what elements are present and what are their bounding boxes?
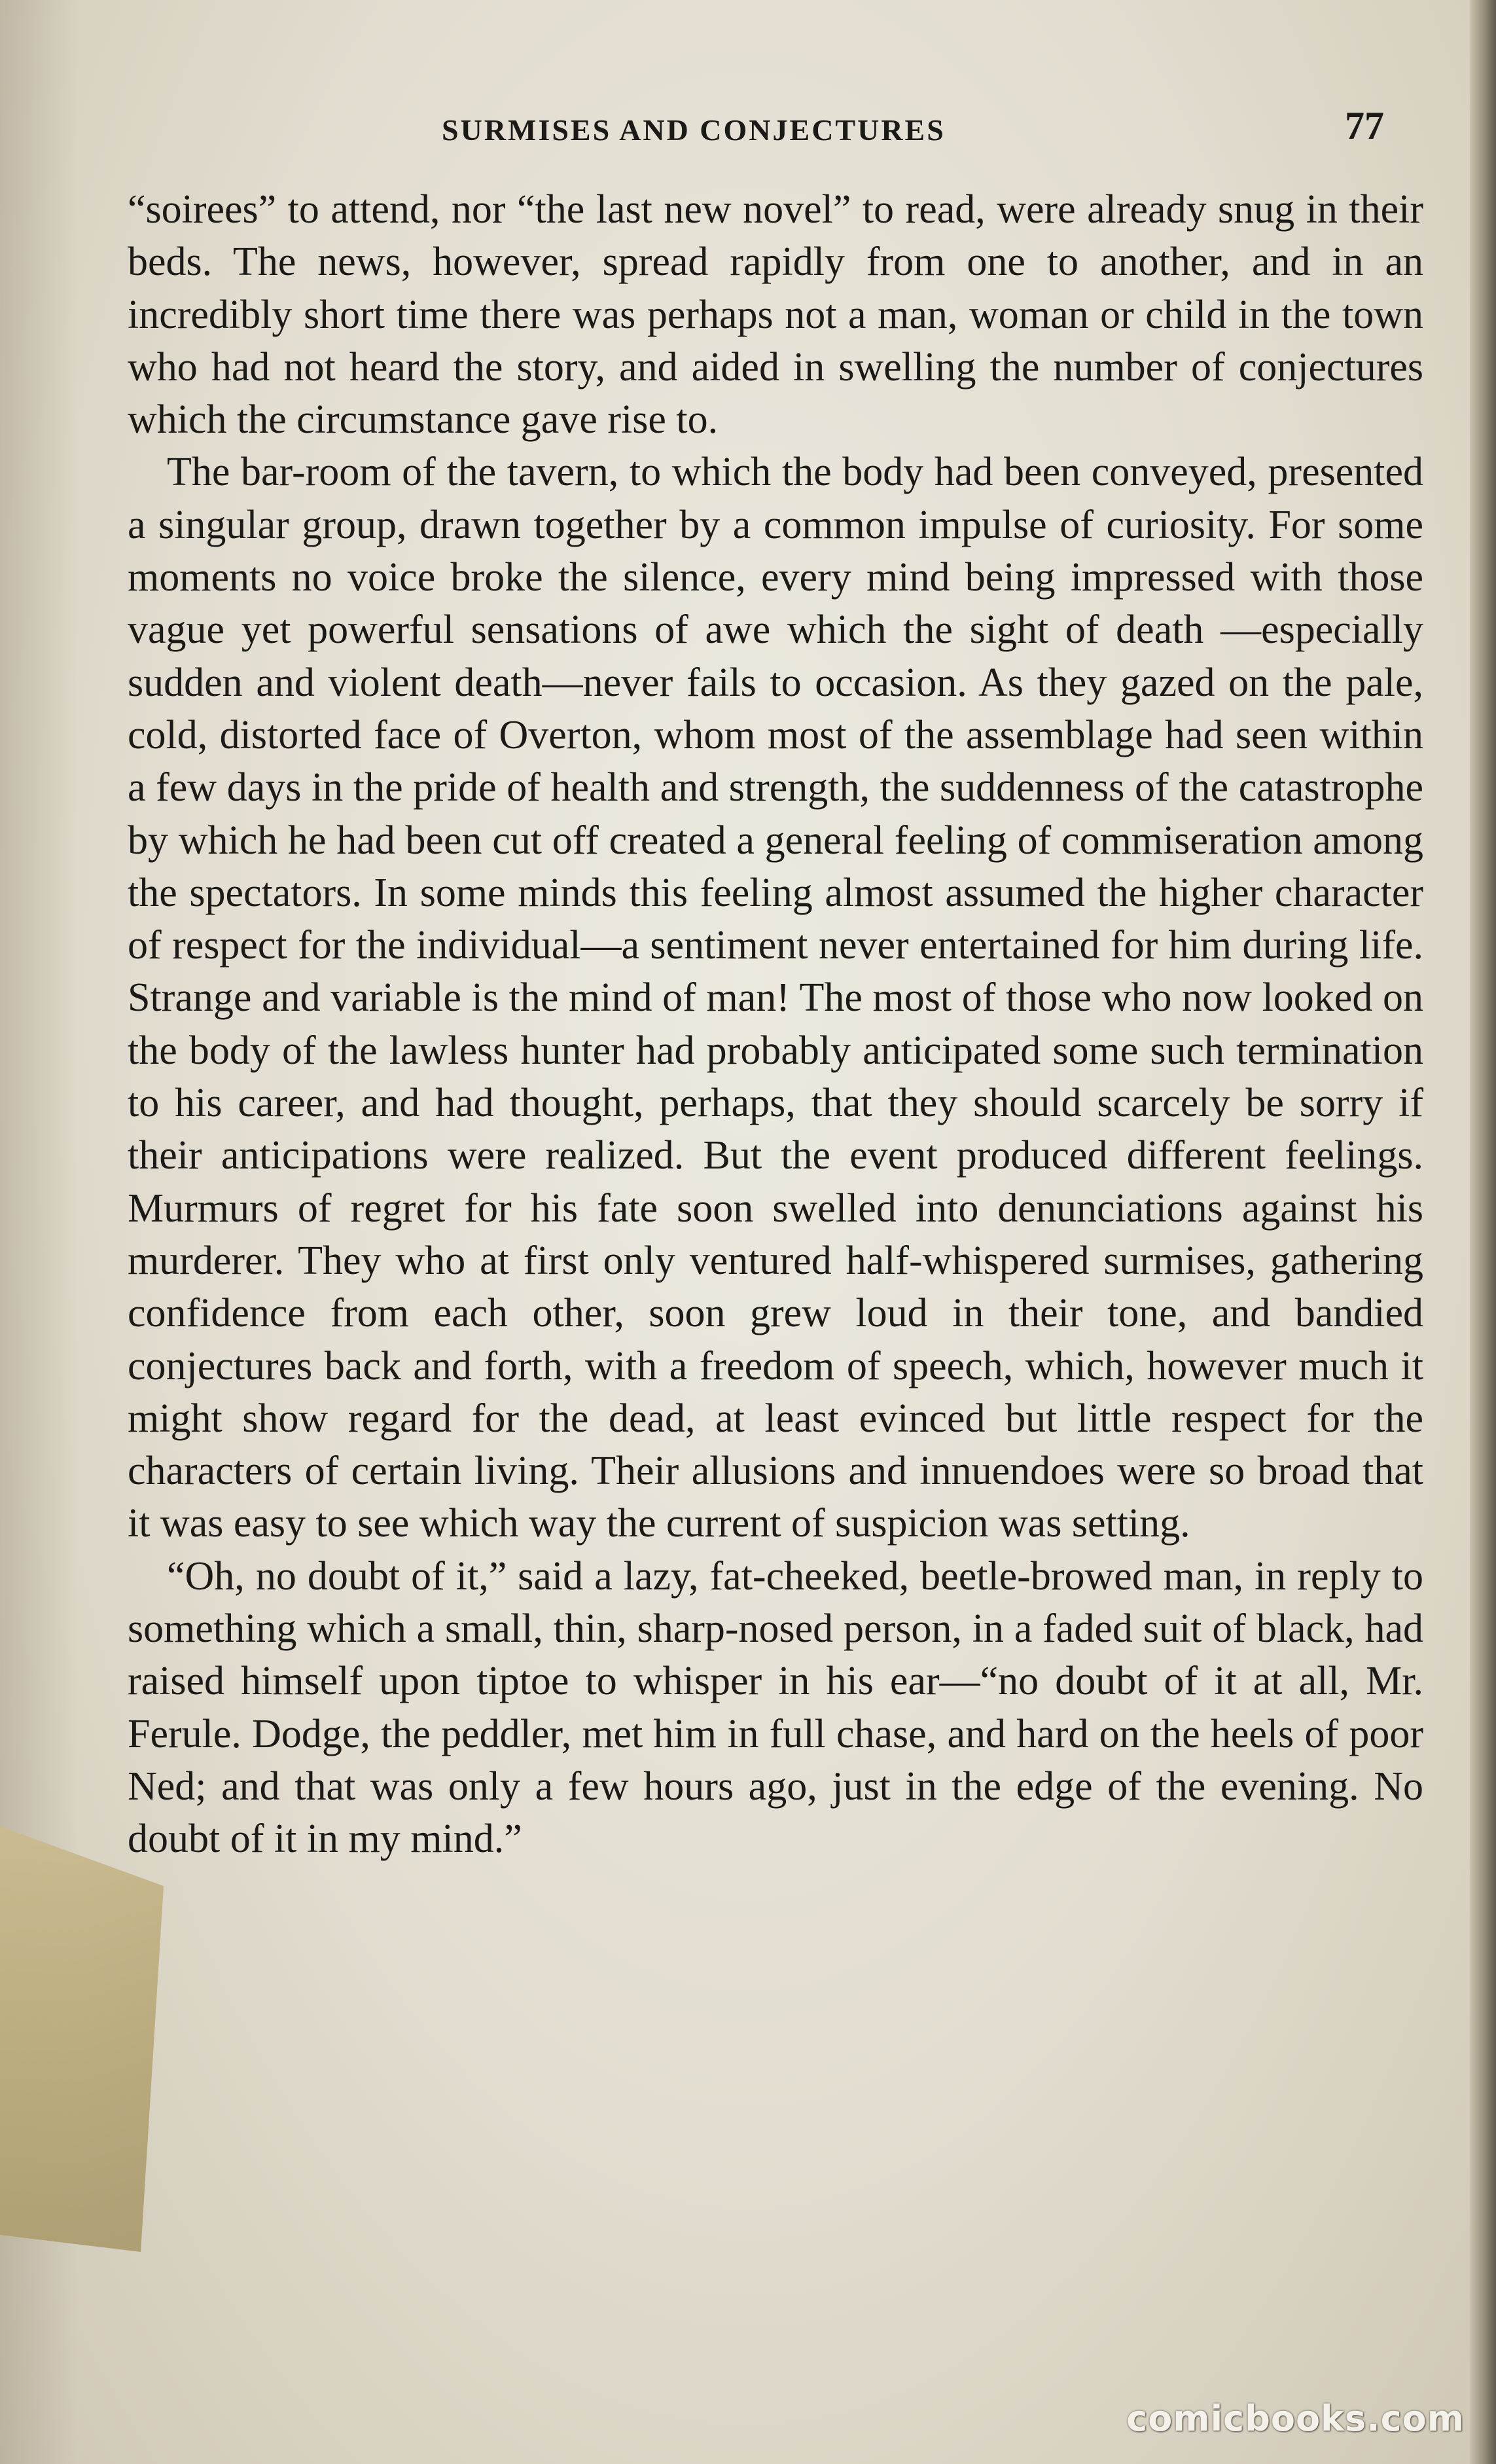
- body-text: [128, 183, 1423, 1866]
- book-page: [128, 98, 1423, 1866]
- paragraph-bar-room: The bar-room of the tavern, to which the body had been conveyed, presented a singular group, drawn together by a common impulse of curiosity. For some moments no voice broke the silence, every mind being impressed with those vague yet powerful sensations of awe which the sight of death —especially sudden and violent death—never fails to occasion. As they gazed on the pale, cold, distorted face of Overton, whom most of the assemblage had seen within a few days in the pride of health and strength, the suddenness of the catastrophe by which he had been cut off created a general feeling of commiseration among the spectators. In some minds this feeling almost assumed the higher character of respect for the individual—a sentiment never entertained for him during life. Strange and variable is the mind of man! The most of those who now looked on the body of the lawless hunter had probably anticipated some such termination to his career, and had thought, perhaps, that they should scarcely be sorry if their anticipations were realized. But the event produced different feelings. Murmurs of regret for his fate soon swelled into denunciations against his murderer. They who at first only ventured half-whispered surmises, gathering confidence from each other, soon grew loud in their tone, and bandied conjectures back and forth, with a freedom of speech, which, however much it might show regard for the dead, at least evinced but little respect for the characters of certain living. Their allusions and innuendoes were so broad that it was easy to see which way the current of suspicion was setting.: [128, 450, 1423, 1546]
- book-edge: [1470, 0, 1496, 2464]
- watermark-text: comicbooks.com: [1126, 2398, 1465, 2439]
- page-number: 77: [1345, 104, 1384, 147]
- paragraph-continued: “soirees” to attend, nor “the last new novel” to read, were already snug in their beds. The news, however, spread rapidly from one to another, and in an incredibly short time there was perhaps not a man, woman or child in the town who had not heard the story, and aided in swelling the number of conjectures which the circumstance gave rise to.: [128, 187, 1423, 443]
- page-header: [128, 98, 1423, 157]
- tape-stain: [0, 1826, 164, 2252]
- paragraph-dialogue: “Oh, no doubt of it,” said a lazy, fat-cheeked, beetle-browed man, in reply to something which a small, thin, sharp-nosed person, in a faded suit of black, had raised himself upon tiptoe to whisper in his ear—“no doubt of it at all, Mr. Ferule. Dodge, the peddler, met him in full chase, and hard on the heels of poor Ned; and that was only a few hours ago, just in the edge of the evening. No doubt of it in my mind.”: [128, 1553, 1423, 1862]
- running-head: SURMISES AND CONJECTURES: [442, 113, 946, 147]
